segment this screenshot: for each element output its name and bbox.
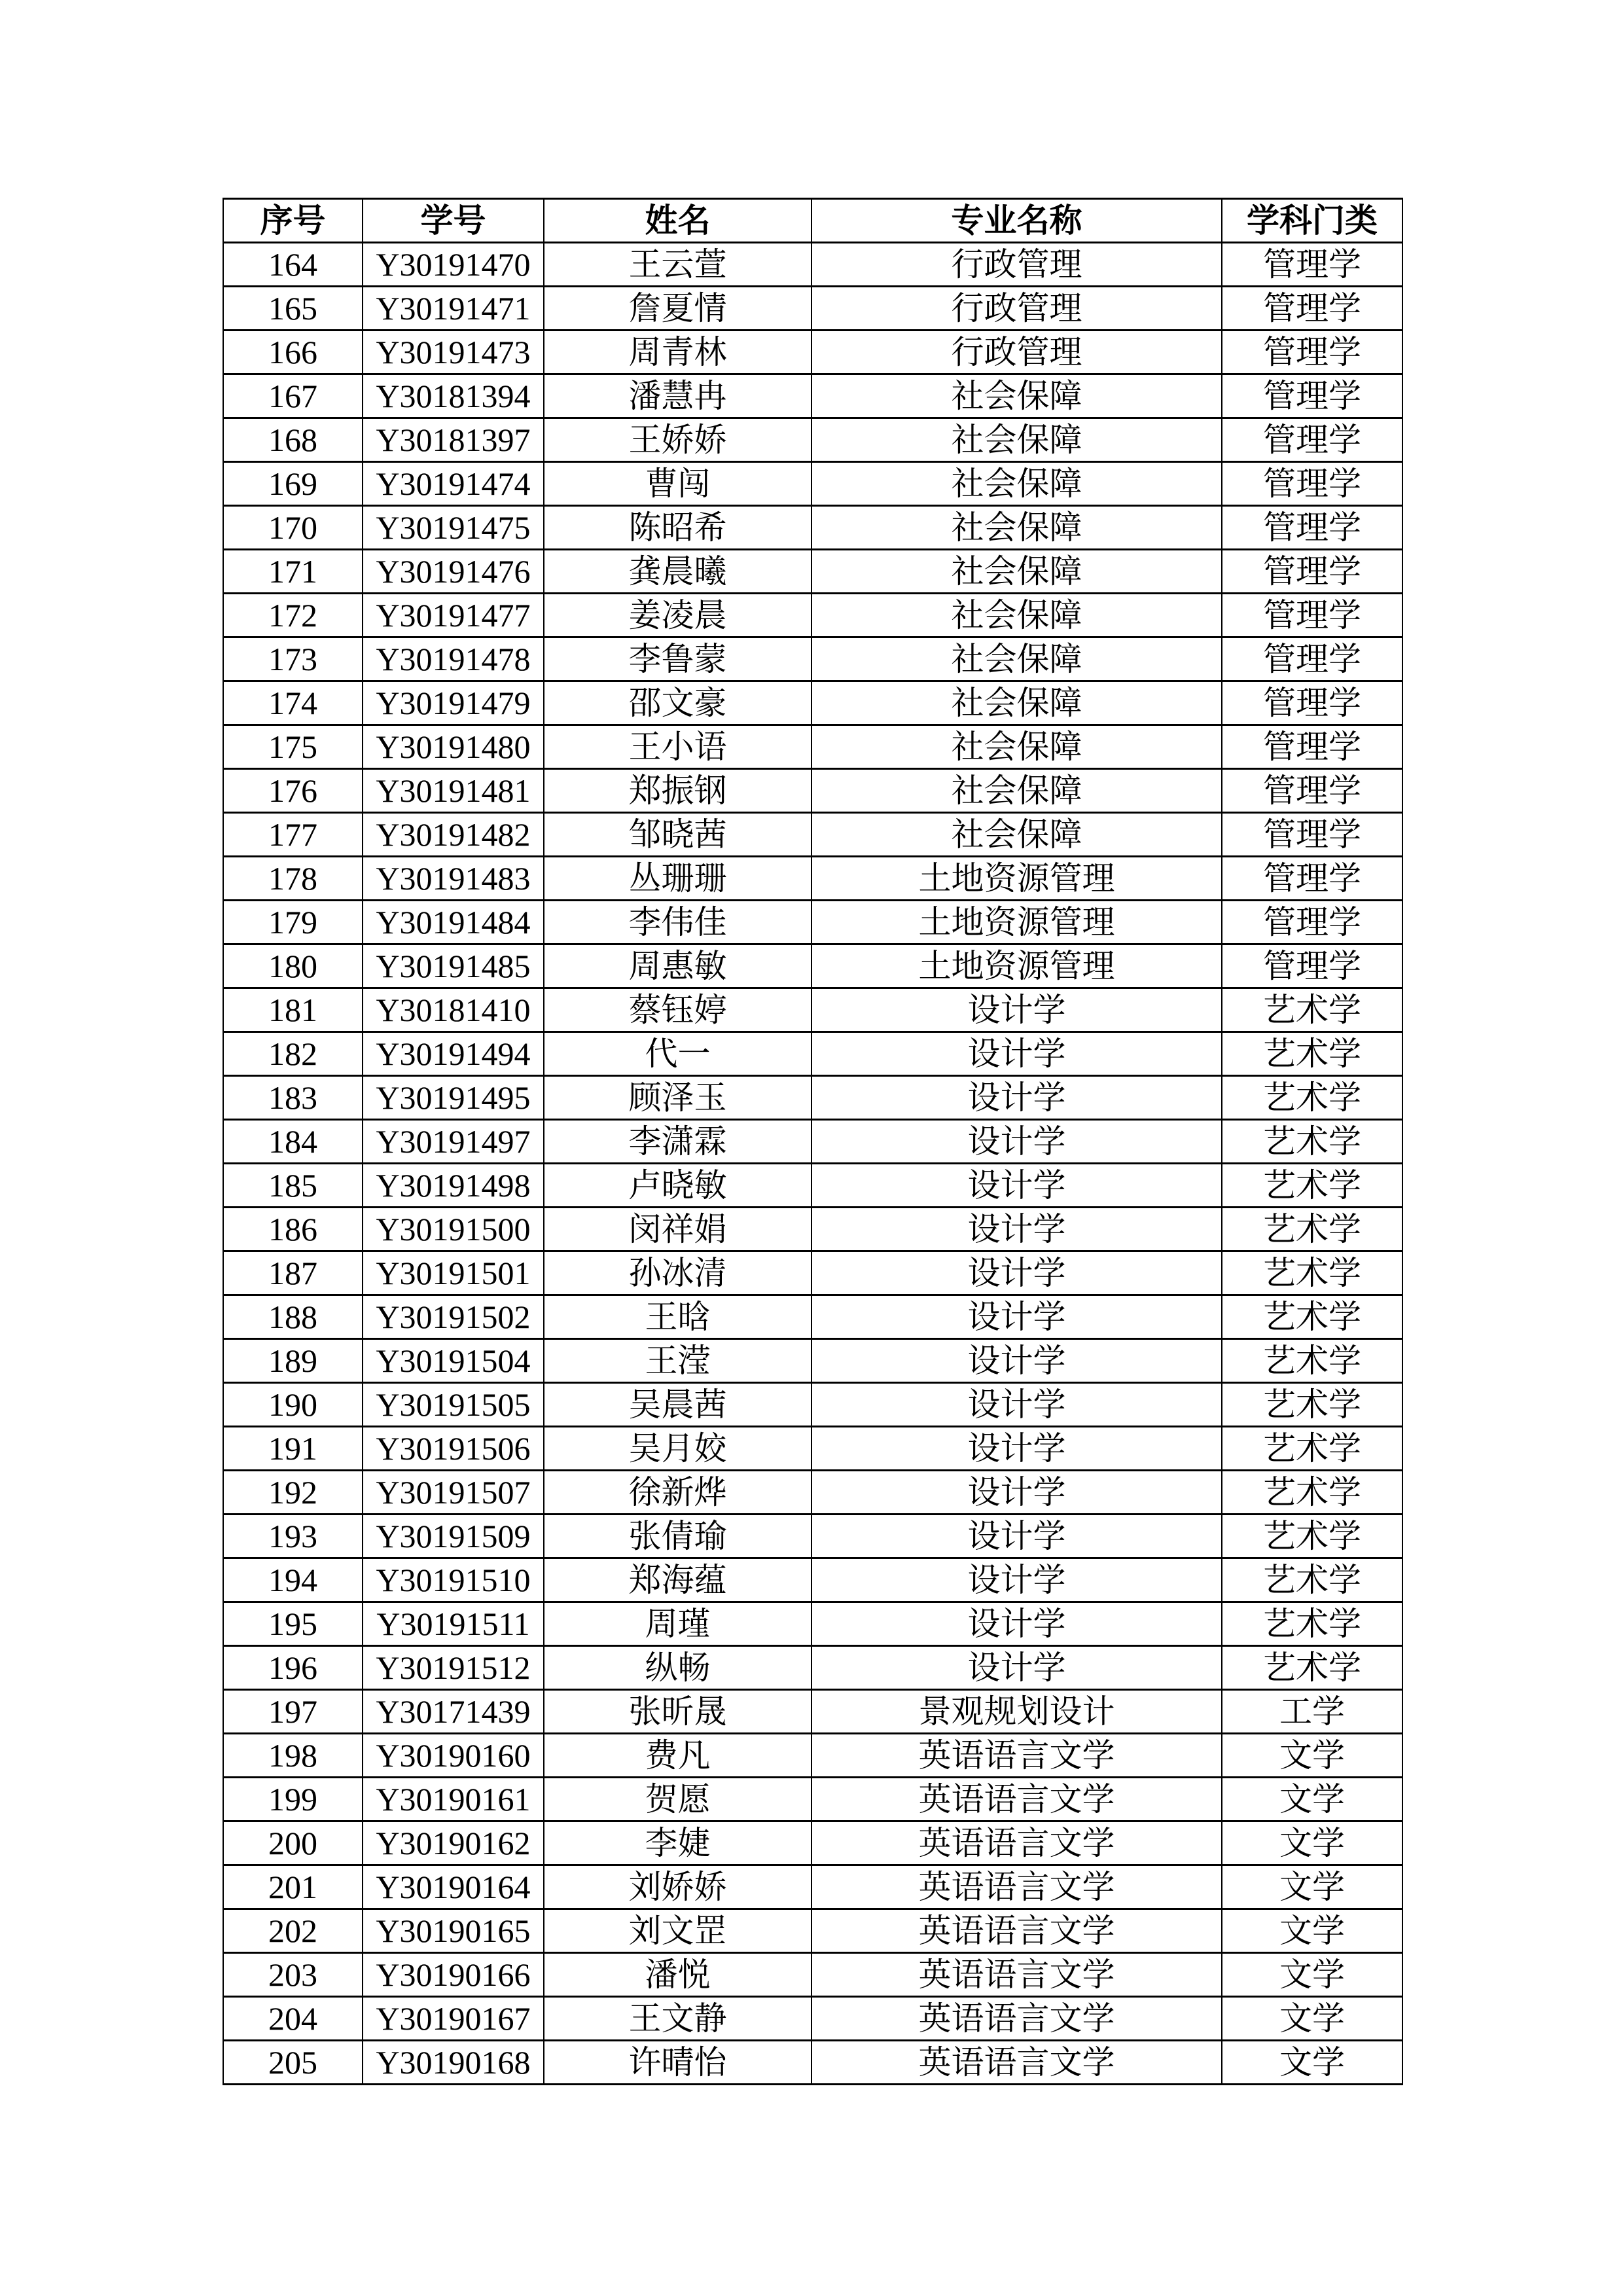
cell-student-id: Y30191501 (363, 1251, 544, 1295)
cell-name: 王小语 (544, 725, 812, 769)
cell-serial: 169 (223, 462, 363, 506)
cell-serial: 178 (223, 857, 363, 901)
cell-name: 蔡钰婷 (544, 988, 812, 1032)
cell-serial: 187 (223, 1251, 363, 1295)
cell-serial: 173 (223, 637, 363, 681)
cell-discipline: 文学 (1222, 1778, 1402, 1821)
table-row (223, 1164, 1402, 1208)
cell-serial: 200 (223, 1821, 363, 1865)
cell-name: 吴月姣 (544, 1427, 812, 1471)
table-row (223, 287, 1402, 331)
table-row (223, 857, 1402, 901)
table-row (223, 637, 1402, 681)
cell-discipline: 艺术学 (1222, 1515, 1402, 1558)
table-row (223, 418, 1402, 462)
table-row (223, 2041, 1402, 2085)
cell-major: 行政管理 (812, 287, 1222, 331)
cell-name: 王文静 (544, 1997, 812, 2041)
cell-discipline: 管理学 (1222, 287, 1402, 331)
table-row (223, 374, 1402, 418)
table-row (223, 1953, 1402, 1997)
cell-major: 设计学 (812, 1383, 1222, 1427)
cell-major: 设计学 (812, 1471, 1222, 1515)
cell-major: 设计学 (812, 1076, 1222, 1120)
table-row (223, 1471, 1402, 1515)
cell-discipline: 艺术学 (1222, 1208, 1402, 1251)
cell-student-id: Y30191494 (363, 1032, 544, 1076)
cell-serial: 204 (223, 1997, 363, 2041)
cell-name: 刘文罡 (544, 1909, 812, 1953)
cell-discipline: 管理学 (1222, 901, 1402, 944)
table-row (223, 1997, 1402, 2041)
cell-student-id: Y30190162 (363, 1821, 544, 1865)
cell-discipline: 管理学 (1222, 374, 1402, 418)
cell-major: 土地资源管理 (812, 944, 1222, 988)
cell-name: 张倩瑜 (544, 1515, 812, 1558)
cell-discipline: 艺术学 (1222, 1032, 1402, 1076)
cell-name: 张昕晟 (544, 1690, 812, 1734)
cell-major: 行政管理 (812, 331, 1222, 374)
cell-major: 社会保障 (812, 769, 1222, 813)
cell-serial: 166 (223, 331, 363, 374)
cell-discipline: 管理学 (1222, 813, 1402, 857)
cell-name: 曹闯 (544, 462, 812, 506)
cell-discipline: 管理学 (1222, 594, 1402, 637)
cell-student-id: Y30190166 (363, 1953, 544, 1997)
cell-student-id: Y30191506 (363, 1427, 544, 1471)
cell-serial: 197 (223, 1690, 363, 1734)
cell-discipline: 艺术学 (1222, 1076, 1402, 1120)
cell-major: 社会保障 (812, 725, 1222, 769)
student-roster-table (223, 198, 1403, 2085)
cell-name: 周瑾 (544, 1602, 812, 1646)
cell-serial: 203 (223, 1953, 363, 1997)
cell-student-id: Y30181410 (363, 988, 544, 1032)
cell-serial: 185 (223, 1164, 363, 1208)
cell-major: 英语语言文学 (812, 1734, 1222, 1778)
cell-discipline: 管理学 (1222, 243, 1402, 287)
table-row (223, 901, 1402, 944)
cell-serial: 176 (223, 769, 363, 813)
cell-student-id: Y30190167 (363, 1997, 544, 2041)
cell-major: 社会保障 (812, 462, 1222, 506)
cell-major: 景观规划设计 (812, 1690, 1222, 1734)
cell-major: 社会保障 (812, 506, 1222, 550)
cell-major: 社会保障 (812, 550, 1222, 594)
cell-major: 设计学 (812, 988, 1222, 1032)
table-row (223, 725, 1402, 769)
cell-discipline: 管理学 (1222, 506, 1402, 550)
cell-discipline: 艺术学 (1222, 1120, 1402, 1164)
cell-major: 社会保障 (812, 681, 1222, 725)
cell-name: 贺愿 (544, 1778, 812, 1821)
cell-name: 龚晨曦 (544, 550, 812, 594)
cell-student-id: Y30191509 (363, 1515, 544, 1558)
table-row (223, 1295, 1402, 1339)
cell-student-id: Y30191480 (363, 725, 544, 769)
cell-serial: 205 (223, 2041, 363, 2085)
cell-student-id: Y30171439 (363, 1690, 544, 1734)
cell-name: 刘娇娇 (544, 1865, 812, 1909)
cell-discipline: 管理学 (1222, 550, 1402, 594)
table-row (223, 944, 1402, 988)
table-row (223, 681, 1402, 725)
cell-student-id: Y30191476 (363, 550, 544, 594)
cell-major: 设计学 (812, 1339, 1222, 1383)
table-row (223, 1076, 1402, 1120)
cell-discipline: 文学 (1222, 1953, 1402, 1997)
cell-student-id: Y30191484 (363, 901, 544, 944)
cell-name: 李伟佳 (544, 901, 812, 944)
table-row (223, 1427, 1402, 1471)
cell-major: 设计学 (812, 1120, 1222, 1164)
cell-name: 孙冰清 (544, 1251, 812, 1295)
table-row (223, 1383, 1402, 1427)
table-row (223, 1558, 1402, 1602)
cell-student-id: Y30191498 (363, 1164, 544, 1208)
cell-major: 土地资源管理 (812, 901, 1222, 944)
cell-discipline: 艺术学 (1222, 1339, 1402, 1383)
cell-student-id: Y30181397 (363, 418, 544, 462)
cell-name: 徐新烨 (544, 1471, 812, 1515)
cell-student-id: Y30191502 (363, 1295, 544, 1339)
cell-serial: 165 (223, 287, 363, 331)
cell-discipline: 管理学 (1222, 681, 1402, 725)
cell-serial: 175 (223, 725, 363, 769)
cell-name: 陈昭希 (544, 506, 812, 550)
table-row (223, 1208, 1402, 1251)
cell-major: 设计学 (812, 1427, 1222, 1471)
cell-name: 纵畅 (544, 1646, 812, 1690)
table-row (223, 1602, 1402, 1646)
cell-major: 设计学 (812, 1251, 1222, 1295)
cell-discipline: 艺术学 (1222, 1295, 1402, 1339)
table-row (223, 1646, 1402, 1690)
cell-major: 设计学 (812, 1602, 1222, 1646)
cell-name: 闵祥娟 (544, 1208, 812, 1251)
table-row (223, 243, 1402, 287)
cell-serial: 195 (223, 1602, 363, 1646)
cell-discipline: 文学 (1222, 1997, 1402, 2041)
cell-name: 王滢 (544, 1339, 812, 1383)
cell-serial: 164 (223, 243, 363, 287)
cell-serial: 191 (223, 1427, 363, 1471)
table-row (223, 1690, 1402, 1734)
header-name: 姓名 (544, 199, 812, 243)
cell-major: 设计学 (812, 1558, 1222, 1602)
cell-name: 李潇霖 (544, 1120, 812, 1164)
cell-student-id: Y30191475 (363, 506, 544, 550)
cell-serial: 170 (223, 506, 363, 550)
cell-major: 社会保障 (812, 594, 1222, 637)
cell-discipline: 管理学 (1222, 769, 1402, 813)
cell-major: 设计学 (812, 1164, 1222, 1208)
cell-student-id: Y30191512 (363, 1646, 544, 1690)
cell-student-id: Y30191481 (363, 769, 544, 813)
header-discipline: 学科门类 (1222, 199, 1402, 243)
cell-student-id: Y30191495 (363, 1076, 544, 1120)
cell-student-id: Y30191470 (363, 243, 544, 287)
cell-name: 潘慧冉 (544, 374, 812, 418)
cell-name: 丛珊珊 (544, 857, 812, 901)
cell-major: 设计学 (812, 1295, 1222, 1339)
cell-student-id: Y30191482 (363, 813, 544, 857)
cell-name: 许晴怡 (544, 2041, 812, 2085)
cell-serial: 180 (223, 944, 363, 988)
table-row (223, 813, 1402, 857)
cell-name: 姜凌晨 (544, 594, 812, 637)
cell-student-id: Y30191485 (363, 944, 544, 988)
cell-serial: 181 (223, 988, 363, 1032)
cell-name: 邹晓茜 (544, 813, 812, 857)
table-row (223, 594, 1402, 637)
cell-name: 王云萱 (544, 243, 812, 287)
cell-serial: 196 (223, 1646, 363, 1690)
cell-major: 社会保障 (812, 637, 1222, 681)
cell-serial: 198 (223, 1734, 363, 1778)
table-row (223, 1821, 1402, 1865)
table-row (223, 1032, 1402, 1076)
cell-student-id: Y30191510 (363, 1558, 544, 1602)
cell-student-id: Y30191479 (363, 681, 544, 725)
table-row (223, 1734, 1402, 1778)
cell-student-id: Y30190165 (363, 1909, 544, 1953)
cell-student-id: Y30190160 (363, 1734, 544, 1778)
cell-serial: 192 (223, 1471, 363, 1515)
table-row (223, 1251, 1402, 1295)
cell-name: 费凡 (544, 1734, 812, 1778)
cell-discipline: 艺术学 (1222, 1427, 1402, 1471)
cell-discipline: 文学 (1222, 1734, 1402, 1778)
cell-discipline: 管理学 (1222, 857, 1402, 901)
table-row (223, 769, 1402, 813)
cell-serial: 168 (223, 418, 363, 462)
cell-student-id: Y30191504 (363, 1339, 544, 1383)
cell-serial: 171 (223, 550, 363, 594)
cell-student-id: Y30191500 (363, 1208, 544, 1251)
cell-discipline: 文学 (1222, 2041, 1402, 2085)
cell-serial: 188 (223, 1295, 363, 1339)
cell-major: 社会保障 (812, 418, 1222, 462)
cell-student-id: Y30191471 (363, 287, 544, 331)
cell-discipline: 文学 (1222, 1821, 1402, 1865)
cell-student-id: Y30191497 (363, 1120, 544, 1164)
cell-serial: 190 (223, 1383, 363, 1427)
cell-student-id: Y30191477 (363, 594, 544, 637)
cell-student-id: Y30191474 (363, 462, 544, 506)
cell-discipline: 艺术学 (1222, 988, 1402, 1032)
header-student-id: 学号 (363, 199, 544, 243)
table-row (223, 550, 1402, 594)
cell-major: 土地资源管理 (812, 857, 1222, 901)
cell-serial: 182 (223, 1032, 363, 1076)
cell-serial: 199 (223, 1778, 363, 1821)
cell-discipline: 艺术学 (1222, 1646, 1402, 1690)
header-row (223, 199, 1402, 243)
cell-discipline: 工学 (1222, 1690, 1402, 1734)
cell-name: 王娇娇 (544, 418, 812, 462)
cell-name: 郑海蕴 (544, 1558, 812, 1602)
cell-name: 卢晓敏 (544, 1164, 812, 1208)
cell-serial: 183 (223, 1076, 363, 1120)
cell-serial: 202 (223, 1909, 363, 1953)
table-row (223, 1909, 1402, 1953)
cell-discipline: 文学 (1222, 1909, 1402, 1953)
table-row (223, 1865, 1402, 1909)
cell-student-id: Y30191511 (363, 1602, 544, 1646)
cell-discipline: 管理学 (1222, 944, 1402, 988)
cell-name: 周惠敏 (544, 944, 812, 988)
cell-student-id: Y30191505 (363, 1383, 544, 1427)
cell-student-id: Y30181394 (363, 374, 544, 418)
cell-major: 设计学 (812, 1515, 1222, 1558)
cell-name: 郑振钢 (544, 769, 812, 813)
table-row (223, 1515, 1402, 1558)
cell-serial: 172 (223, 594, 363, 637)
cell-name: 吴晨茜 (544, 1383, 812, 1427)
cell-major: 设计学 (812, 1032, 1222, 1076)
cell-discipline: 艺术学 (1222, 1164, 1402, 1208)
cell-major: 社会保障 (812, 374, 1222, 418)
cell-student-id: Y30191507 (363, 1471, 544, 1515)
cell-serial: 201 (223, 1865, 363, 1909)
cell-name: 周青林 (544, 331, 812, 374)
table-row (223, 331, 1402, 374)
cell-discipline: 管理学 (1222, 331, 1402, 374)
table-row (223, 506, 1402, 550)
cell-major: 英语语言文学 (812, 1821, 1222, 1865)
cell-serial: 179 (223, 901, 363, 944)
cell-discipline: 管理学 (1222, 462, 1402, 506)
table-row (223, 1339, 1402, 1383)
cell-major: 行政管理 (812, 243, 1222, 287)
cell-discipline: 艺术学 (1222, 1558, 1402, 1602)
cell-name: 李鲁蒙 (544, 637, 812, 681)
cell-major: 英语语言文学 (812, 2041, 1222, 2085)
cell-discipline: 管理学 (1222, 725, 1402, 769)
table-row (223, 1120, 1402, 1164)
cell-name: 邵文豪 (544, 681, 812, 725)
cell-serial: 193 (223, 1515, 363, 1558)
cell-major: 英语语言文学 (812, 1909, 1222, 1953)
cell-student-id: Y30190161 (363, 1778, 544, 1821)
cell-student-id: Y30191473 (363, 331, 544, 374)
cell-major: 设计学 (812, 1208, 1222, 1251)
cell-discipline: 文学 (1222, 1865, 1402, 1909)
cell-discipline: 艺术学 (1222, 1471, 1402, 1515)
cell-major: 英语语言文学 (812, 1778, 1222, 1821)
cell-discipline: 艺术学 (1222, 1602, 1402, 1646)
cell-major: 设计学 (812, 1646, 1222, 1690)
cell-student-id: Y30190168 (363, 2041, 544, 2085)
cell-serial: 177 (223, 813, 363, 857)
header-major: 专业名称 (812, 199, 1222, 243)
cell-discipline: 艺术学 (1222, 1383, 1402, 1427)
cell-serial: 186 (223, 1208, 363, 1251)
table-row (223, 462, 1402, 506)
cell-serial: 194 (223, 1558, 363, 1602)
cell-student-id: Y30191483 (363, 857, 544, 901)
cell-serial: 174 (223, 681, 363, 725)
cell-name: 李婕 (544, 1821, 812, 1865)
cell-name: 王晗 (544, 1295, 812, 1339)
cell-major: 英语语言文学 (812, 1997, 1222, 2041)
cell-name: 代一 (544, 1032, 812, 1076)
table-row (223, 988, 1402, 1032)
table-row (223, 1778, 1402, 1821)
cell-discipline: 艺术学 (1222, 1251, 1402, 1295)
cell-discipline: 管理学 (1222, 637, 1402, 681)
cell-name: 潘悦 (544, 1953, 812, 1997)
header-serial: 序号 (223, 199, 363, 243)
cell-major: 英语语言文学 (812, 1865, 1222, 1909)
cell-discipline: 管理学 (1222, 418, 1402, 462)
cell-major: 英语语言文学 (812, 1953, 1222, 1997)
cell-name: 詹夏情 (544, 287, 812, 331)
cell-major: 社会保障 (812, 813, 1222, 857)
cell-serial: 184 (223, 1120, 363, 1164)
cell-name: 顾泽玉 (544, 1076, 812, 1120)
cell-serial: 167 (223, 374, 363, 418)
cell-serial: 189 (223, 1339, 363, 1383)
cell-student-id: Y30190164 (363, 1865, 544, 1909)
cell-student-id: Y30191478 (363, 637, 544, 681)
